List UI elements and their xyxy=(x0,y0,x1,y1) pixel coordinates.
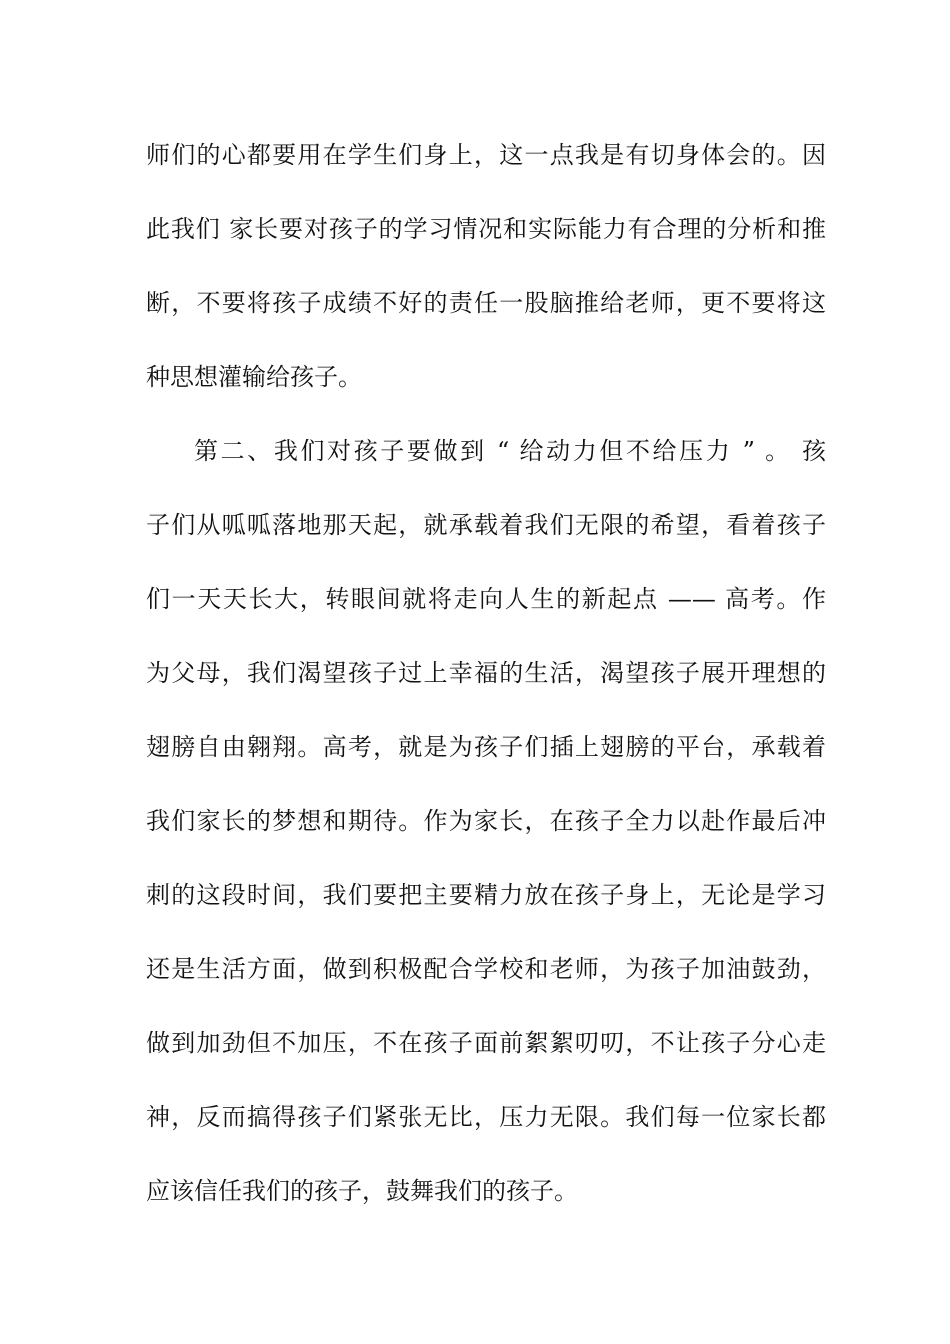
text-line: 应该信任我们的孩子，鼓舞我们的孩子。 xyxy=(146,1177,578,1205)
text-line: 断，不要将孩子成绩不好的责任一股脑推给老师，更不要将这 xyxy=(146,289,826,317)
text-line: 神，反而搞得孩子们紧张无比，压力无限。我们每一位家长都 xyxy=(146,1103,826,1131)
text-line: 还是生活方面，做到积极配合学校和老师，为孩子加油鼓劲， xyxy=(146,955,826,983)
text-line: 翅膀自由翱翔。高考，就是为孩子们插上翅膀的平台，承载着 xyxy=(146,733,826,761)
text-line: 刺的这段时间，我们要把主要精力放在孩子身上，无论是学习 xyxy=(146,881,826,909)
text-line: 我们家长的梦想和期待。作为家长，在孩子全力以赴作最后冲 xyxy=(146,807,826,835)
text-line: 为父母，我们渴望孩子过上幸福的生活，渴望孩子展开理想的 xyxy=(146,659,826,687)
paragraph-1 xyxy=(146,138,826,434)
text-line: 第二、我们对孩子要做到 “ 给动力但不给压力 ” 。 孩 xyxy=(194,437,826,465)
text-line: 此我们 家长要对孩子的学习情况和实际能力有合理的分析和推 xyxy=(146,215,826,243)
text-line: 子们从呱呱落地那天起，就承载着我们无限的希望，看着孩子 xyxy=(146,511,826,539)
paragraph-2 xyxy=(146,434,826,1248)
text-line: 师们的心都要用在学生们身上，这一点我是有切身体会的。因 xyxy=(146,141,826,169)
text-line: 种思想灌输给孩子。 xyxy=(146,363,362,391)
text-line: 们一天天长大，转眼间就将走向人生的新起点 —— 高考。作 xyxy=(146,585,826,613)
text-line: 做到加劲但不加压，不在孩子面前絮絮叨叨，不让孩子分心走 xyxy=(146,1029,826,1057)
